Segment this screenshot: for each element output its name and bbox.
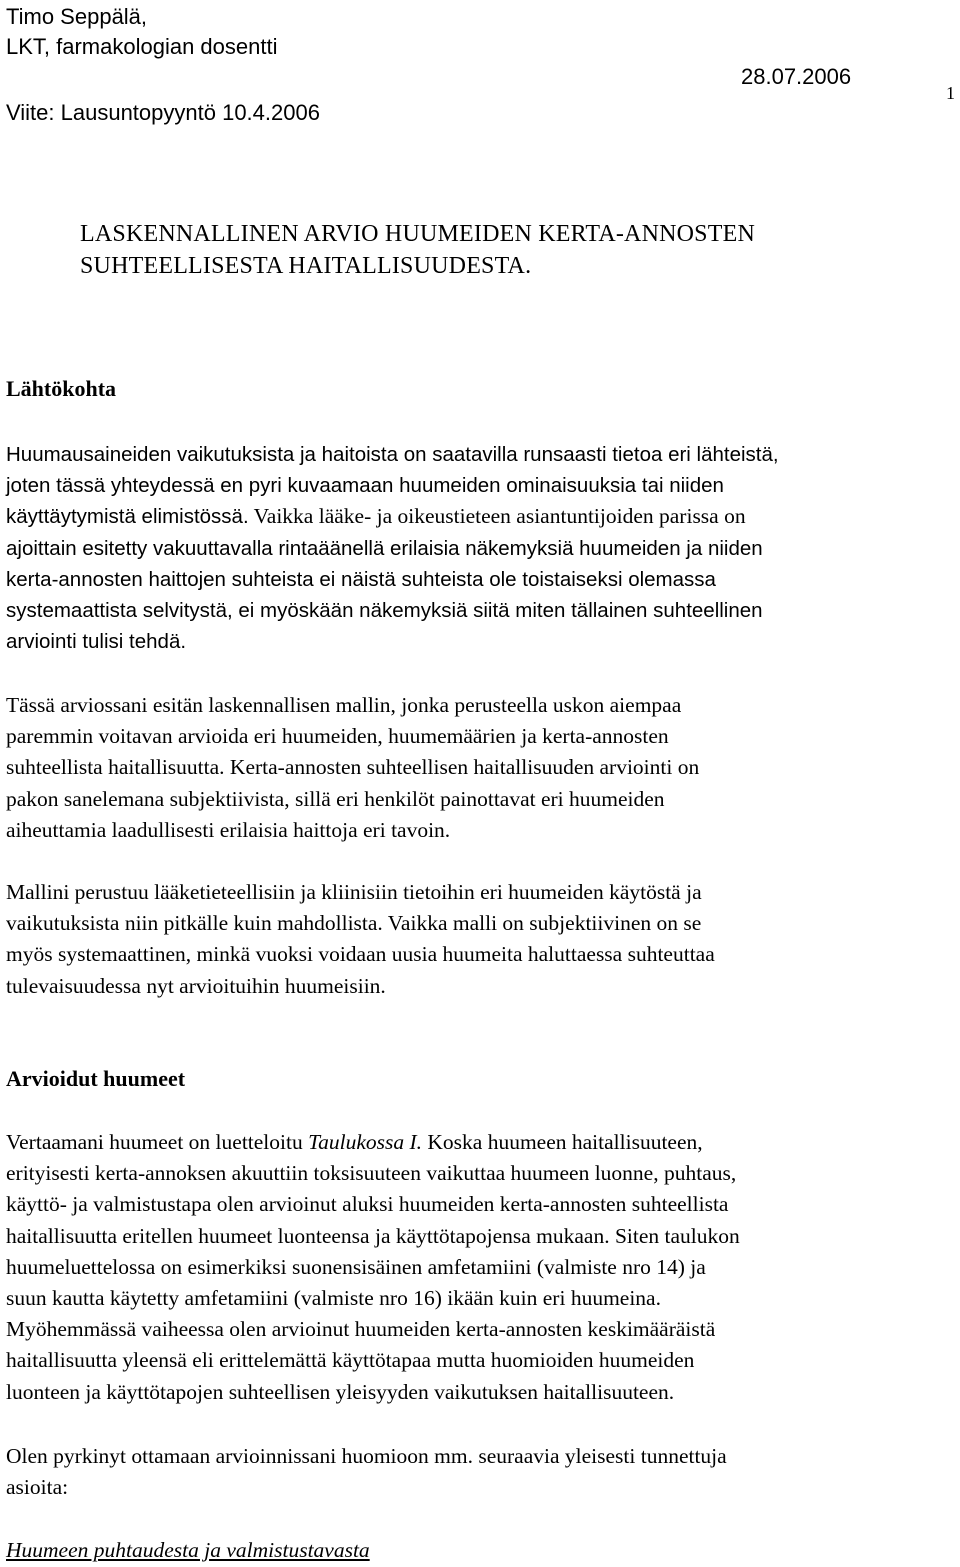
text-line: tulevaisuudessa nyt arvioituihin huumeisiin. [6,973,386,998]
text-line: huumeluettelossa on esimerkiksi suonensisäinen amfetamiini (valmiste nro 14) ja [6,1254,706,1279]
text-line: paremmin voitavan arvioida eri huumeiden, huumemäärien ja kerta-annosten [6,724,669,749]
reference-line: Viite: Lausuntopyyntö 10.4.2006 [6,100,320,125]
text-line: pakon sanelemana subjektiivista, sillä eri henkilöt painottavat eri huumeiden [6,786,665,811]
paragraph-considerations [6,1441,941,1503]
text-line: asioita: [6,1475,69,1500]
text-line: haitallisuutta yleensä eli erittelemättä käyttötapaa mutta huomioiden huumeiden [6,1348,695,1373]
paragraph-drugs-list [6,1127,941,1408]
page-number: 1 [946,83,955,103]
text-line: kerta-annosten haittojen suhteista ei näistä suhteista ole toistaiseksi olemassa [6,567,716,591]
text-line: arviointi tulisi tehdä. [6,630,187,654]
table-reference: Taulukossa I. [308,1130,423,1154]
document-date: 28.07.2006 [741,64,852,89]
text-line: suun kautta käytetty amfetamiini (valmiste nro 16) ikään kuin eri huumeina. [6,1286,661,1311]
document-title-line-2: SUHTEELLISESTA HAITALLISUUDESTA. [80,253,532,279]
author-title: LKT, farmakologian dosentti [6,34,278,59]
text-line: ajoittain esitetty vakuuttavalla rintaäänellä erilaisia näkemyksiä huumeiden ja niiden [6,536,763,560]
text-segment: Vertaamani huumeet on luetteloitu [6,1130,309,1154]
subheading-purity: Huumeen puhtaudesta ja valmistustavasta [6,1538,370,1562]
text-line: Huumausaineiden vaikutuksista ja haitoista on saatavilla runsaasti tietoa eri lähteistä, [6,443,779,466]
author-name: Timo Seppälä, [6,4,148,29]
text-line: myös systemaattinen, minkä vuoksi voidaan uusia huumeita haluttaessa suhteuttaa [6,942,715,967]
text-line: joten tässä yhteydessä en pyri kuvaamaan huumeiden ominaisuuksia tai niiden [6,474,724,498]
text-line: vaikutuksista niin pitkälle kuin mahdollista. Vaikka malli on subjektiivinen on se [6,911,702,936]
text-segment: käyttäytymistä elimistössä. [6,505,249,529]
text-segment: Vaikka lääke- ja oikeustieteen asiantuntijoiden parissa on [248,504,746,529]
section-heading-lahtokohta: Lähtökohta [6,376,117,401]
paragraph-basis [6,877,941,1002]
text-line: haitallisuutta eritellen huumeet luonteensa ja käyttötapojensa mukaan. Siten taulukon [6,1223,740,1248]
text-line: käyttö- ja valmistustapa olen arvioinut aluksi huumeiden kerta-annosten suhteellista [6,1192,729,1217]
paragraph-intro [6,439,941,657]
section-heading-arvioidut-huumeet: Arvioidut huumeet [6,1066,186,1091]
document-title-line-1: LASKENNALLINEN ARVIO HUUMEIDEN KERTA-ANNOSTEN [80,221,755,247]
text-line: systemaattista selvitystä, ei myöskään näkemyksiä siitä miten tällainen suhteellinen [6,599,763,623]
text-line-mixed [6,1127,941,1158]
text-line: Olen pyrkinyt ottamaan arvioinnissani huomioon mm. seuraavia yleisesti tunnettuja [6,1444,727,1468]
paragraph-model [6,690,941,846]
text-line: Tässä arviossani esitän laskennallisen mallin, jonka perusteella uskon aiempaa [6,693,682,717]
text-line: Mallini perustuu lääketieteellisiin ja kliinisiin tietoihin eri huumeiden käytöstä ja [6,880,702,904]
text-line: suhteellista haitallisuutta. Kerta-annosten suhteellisen haitallisuuden arviointi on [6,755,700,780]
text-line: luonteen ja käyttötapojen suhteellisen yleisyyden vaikutuksen haitallisuuteen. [6,1379,675,1404]
text-line: aiheuttamia laadullisesti erilaisia haittoja eri tavoin. [6,817,451,842]
text-line: Myöhemmässä vaiheessa olen arvioinut huumeiden kerta-annosten keskimääräistä [6,1317,716,1342]
text-segment: Koska huumeen haitallisuuteen, [422,1130,703,1154]
text-line: erityisesti kerta-annoksen akuuttiin toksisuuteen vaikuttaa huumeen luonne, puhtaus, [6,1161,737,1186]
text-line-mixed [6,501,941,532]
